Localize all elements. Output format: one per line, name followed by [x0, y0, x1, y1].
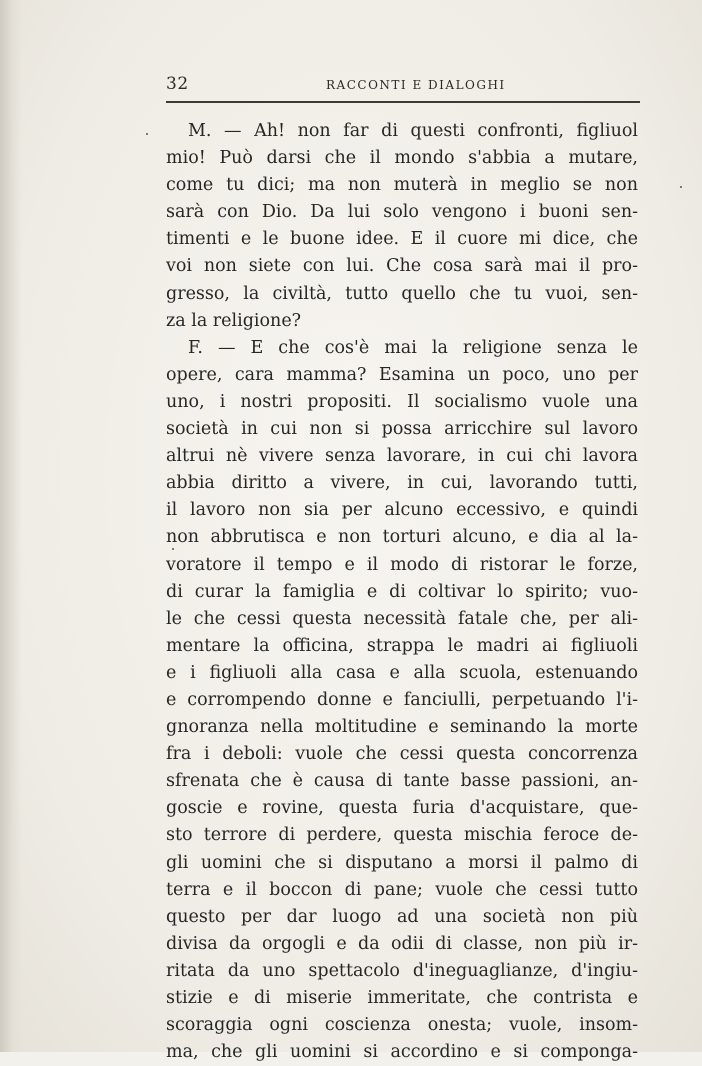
- page-binding-shadow: [0, 0, 22, 1052]
- text-line: divisa da orgogli e da odii di classe, non più ir-: [166, 933, 638, 954]
- header-rule: [166, 101, 640, 103]
- text-line: gli uomini che si disputano a morsi il palmo di: [166, 852, 638, 873]
- text-line: abbia diritto a vivere, in cui, lavorando tutti,: [166, 473, 638, 494]
- text-line: M. — Ah! non far di questi confronti, figliuol: [188, 121, 638, 141]
- text-line: ritata da uno spettacolo d'ineguaglianze, d'ingiu-: [166, 960, 638, 981]
- ink-speck: [680, 186, 682, 188]
- text-line: opere, cara mamma? Esamina un poco, uno per: [166, 364, 638, 385]
- running-title: RACCONTI E DIALOGHI: [326, 78, 506, 92]
- text-line: il lavoro non sia per alcuno eccessivo, e quindi: [166, 500, 638, 521]
- text-line: altrui nè vivere senza lavorare, in cui chi lavora: [166, 446, 638, 467]
- text-line: questo per dar luogo ad una società non più: [166, 906, 638, 927]
- ink-speck: [146, 133, 148, 135]
- text-line: società in cui non si possa arricchire sul lavoro: [166, 419, 638, 440]
- text-line: goscie e rovine, questa furia d'acquistare, que-: [166, 798, 638, 819]
- text-line: stizie e di miserie immeritate, che contrista e: [166, 988, 638, 1008]
- text-line: gnoranza nella moltitudine e seminando la morte: [166, 717, 638, 738]
- page-number: 32: [166, 74, 189, 94]
- text-line: non abbrutisca e non torturi alcuno, e dia al la-: [166, 527, 638, 548]
- text-line: scoraggia ogni coscienza onesta; vuole, insom-: [166, 1015, 638, 1036]
- text-line: e corrompendo donne e fanciulli, perpetuando l'i-: [166, 689, 638, 710]
- text-line: ma, che gli uomini si accordino e si componga-: [166, 1042, 638, 1063]
- text-line: za la religione?: [166, 310, 302, 331]
- text-line: sfrenata che è causa di tante basse passioni, an-: [166, 771, 638, 792]
- text-line: mio! Può darsi che il mondo s'abbia a mutare,: [166, 148, 638, 169]
- text-line: sarà con Dio. Da lui solo vengono i buoni sen-: [166, 202, 638, 223]
- text-line: come tu dici; ma non muterà in meglio se non: [166, 175, 638, 196]
- text-line: di curar la famiglia e di coltivar lo spirito; vuo-: [166, 581, 638, 602]
- text-line: voi non siete con lui. Che cosa sarà mai il pro-: [166, 256, 638, 277]
- text-line: fra i deboli: vuole che cessi questa concorrenza: [166, 744, 638, 765]
- text-line: uno, i nostri propositi. Il socialismo vuole una: [166, 391, 638, 412]
- text-line: F. — E che cos'è mai la religione senza le: [188, 337, 638, 358]
- text-line: e i figliuoli alla casa e alla scuola, estenuando: [166, 662, 638, 683]
- text-line: mentare la officina, strappa le madri ai figliuoli: [166, 635, 638, 656]
- text-line: timenti e le buone idee. E il cuore mi dice, che: [166, 229, 638, 250]
- text-line: sto terrore di perdere, questa mischia feroce de-: [166, 825, 638, 846]
- body-text: [166, 118, 638, 1066]
- page-header: [166, 72, 640, 98]
- ink-speck: [172, 548, 174, 550]
- text-line: gresso, la civiltà, tutto quello che tu vuoi, sen-: [166, 283, 638, 304]
- text-line: terra e il boccon di pane; vuole che cessi tutto: [166, 879, 638, 900]
- text-line: voratore il tempo e il modo di ristorar le forze,: [166, 554, 638, 575]
- text-line: le che cessi questa necessità fatale che, per ali-: [166, 608, 638, 629]
